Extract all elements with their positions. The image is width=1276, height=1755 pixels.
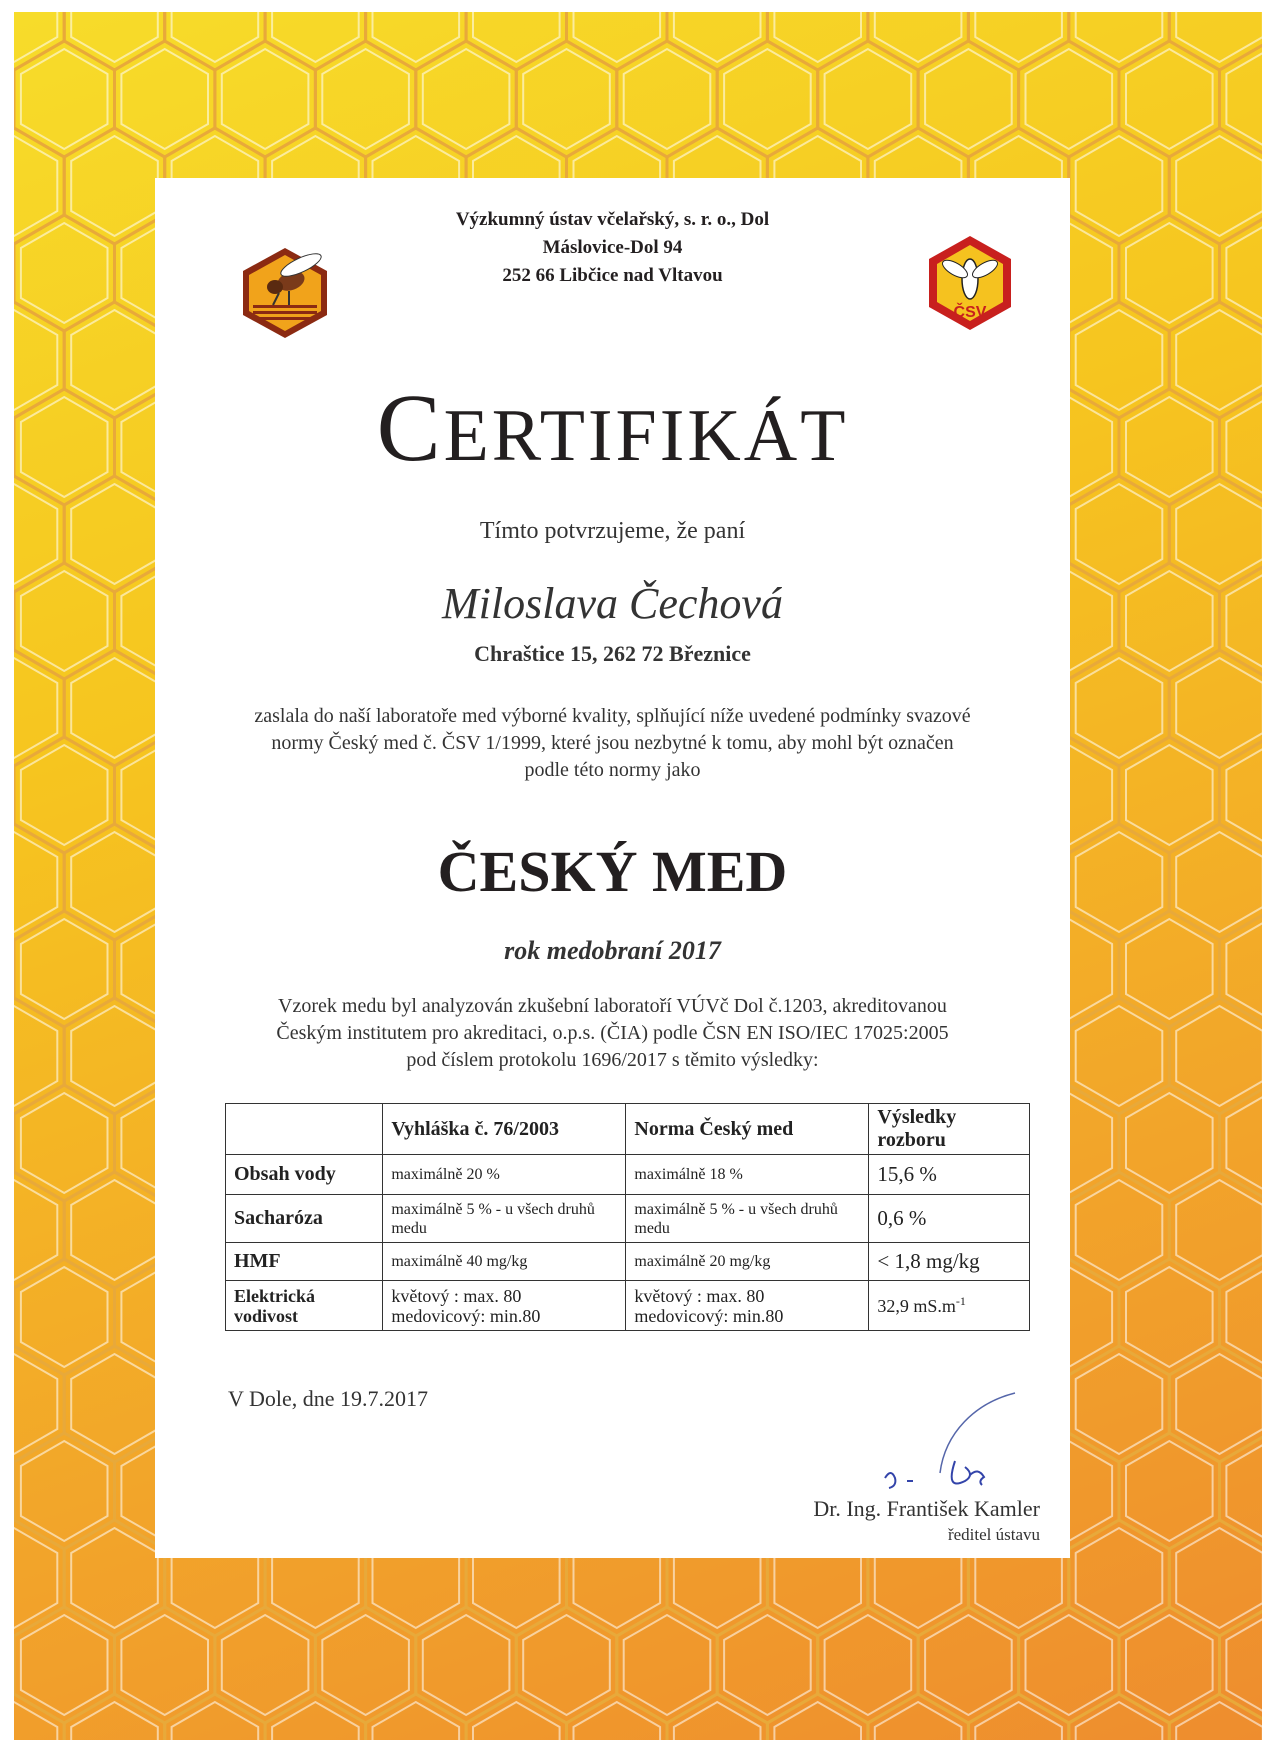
unit-exponent: -1 xyxy=(955,1294,966,1308)
honeycomb-cell xyxy=(717,41,818,157)
honeycomb-cell xyxy=(1119,1259,1220,1375)
honeycomb-cell-inner xyxy=(21,571,108,671)
honeycomb-cell xyxy=(1119,737,1220,853)
honeycomb-cell-inner xyxy=(975,1702,1062,1740)
honeycomb-cell-inner xyxy=(1176,658,1262,758)
table-cell-result: 32,9 $mS.m^{-1}$ xyxy=(869,1281,1030,1331)
honeycomb-cell-inner xyxy=(71,12,158,62)
handwritten-signature xyxy=(845,1383,1025,1503)
honeycomb-cell-inner xyxy=(373,1702,460,1740)
honeycomb-cell-inner xyxy=(473,12,560,62)
honeycomb-cell-inner xyxy=(71,310,158,410)
honeycomb-cell-inner xyxy=(121,49,208,149)
honeycomb-cell-inner xyxy=(1126,49,1213,149)
honeycomb-cell xyxy=(1119,215,1220,331)
honeycomb-cell xyxy=(1019,41,1119,157)
honeycomb-cell xyxy=(14,563,115,679)
table-header-cell: Vyhláška č. 76/2003 xyxy=(383,1104,626,1155)
bee-institute-logo xyxy=(235,243,335,343)
honeycomb-cell-inner xyxy=(1126,1267,1213,1367)
honeycomb-cell xyxy=(1069,302,1170,418)
honeycomb-cell-inner xyxy=(272,12,359,62)
table-row xyxy=(226,1281,1030,1331)
signatory-role: ředitel ústavu xyxy=(947,1525,1040,1544)
honeycomb-cell-inner xyxy=(624,49,711,149)
table-cell-norm: květový : max. 80 medovicový: min.80 xyxy=(626,1281,869,1331)
honeycomb-cell-inner xyxy=(14,658,57,758)
honeycomb-cell-inner xyxy=(172,1702,259,1740)
table-cell-decree: maximálně 20 % xyxy=(383,1155,626,1195)
institute-name: Výzkumný ústav včelařský, s. r. o., Dol xyxy=(455,209,770,230)
honeycomb-cell-inner xyxy=(975,12,1062,62)
analysis-line: Českým institutem pro akreditaci, o.p.s. (ČIA) podle ČSN EN ISO/IEC 17025:2005 xyxy=(276,1022,949,1044)
honeycomb-cell-inner xyxy=(1176,1702,1262,1740)
honeycomb-cell xyxy=(1069,650,1170,766)
institute-city: 252 66 Libčice nad Vltavou xyxy=(502,265,723,286)
honeycomb-cell-inner xyxy=(14,136,57,236)
honeycomb-cell xyxy=(215,1607,316,1723)
honeycomb-cell xyxy=(315,41,415,157)
honeycomb-cell xyxy=(64,998,165,1114)
honeycomb-cell xyxy=(1119,389,1220,505)
honeycomb-cell xyxy=(14,1085,115,1201)
honeycomb-cell xyxy=(14,389,115,505)
table-cell-result: < 1,8 mg/kg xyxy=(869,1243,1030,1281)
table-row xyxy=(226,1243,1030,1281)
honeycomb-cell-inner xyxy=(222,1615,309,1715)
table-cell-norm: maximálně 18 % xyxy=(626,1155,869,1195)
honeycomb-cell xyxy=(1119,911,1220,1027)
analysis-line: Vzorek medu byl analyzován zkušební laboratoří VÚVč Dol č.1203, akreditovanou xyxy=(278,995,947,1017)
statement-line: podle této normy jako xyxy=(524,759,701,781)
recipient-address: Chraštice 15, 262 72 Březnice xyxy=(474,641,751,666)
honeycomb-cell-inner xyxy=(71,1006,158,1106)
honeycomb-cell-inner xyxy=(1076,1180,1163,1280)
honeycomb-cell xyxy=(14,1259,115,1375)
honeycomb-cell-inner xyxy=(674,12,761,62)
table-header-cell xyxy=(226,1104,383,1155)
honeycomb-cell-inner xyxy=(14,1006,57,1106)
honeycomb-cell-inner xyxy=(1026,49,1113,149)
honeycomb-cell xyxy=(1069,824,1170,940)
designation-heading: ČESKÝ MED xyxy=(437,839,788,904)
honeycomb-cell-inner xyxy=(222,49,309,149)
honeycomb-cell xyxy=(1069,476,1170,592)
table-row xyxy=(226,1195,1030,1243)
honeycomb-cell xyxy=(1069,1172,1170,1288)
table-cell-param: Sacharóza xyxy=(226,1195,383,1243)
honeycomb-cell xyxy=(1119,1085,1220,1201)
honeycomb-cell-inner xyxy=(574,1702,661,1740)
table-cell-norm: maximálně 5 % - u všech druhů medu xyxy=(626,1195,869,1243)
honeycomb-cell-inner xyxy=(322,1615,409,1715)
honeycomb-cell xyxy=(617,1607,717,1723)
honeycomb-cell xyxy=(617,41,717,157)
confirmation-text: Tímto potvrzujeme, že paní xyxy=(479,518,746,544)
honeycomb-cell-inner xyxy=(71,1180,158,1280)
statement-line: zaslala do naší laboratoře med výborné kvality, splňující níže uvedené podmínky svazové xyxy=(254,705,971,727)
honeycomb-cell xyxy=(918,41,1019,157)
honeycomb-cell-inner xyxy=(14,310,57,410)
honeycomb-cell-inner xyxy=(1176,136,1262,236)
honeycomb-cell-inner xyxy=(71,136,158,236)
recipient-name: Miloslava Čechová xyxy=(442,579,783,628)
table-cell-norm: maximálně 20 mg/kg xyxy=(626,1243,869,1281)
honeycomb-cell xyxy=(416,1607,517,1723)
honeycomb-cell-inner xyxy=(1126,1441,1213,1541)
honeycomb-cell-inner xyxy=(423,1615,510,1715)
honeycomb-cell-inner xyxy=(423,49,510,149)
honeycomb-cell-inner xyxy=(925,49,1012,149)
honeycomb-cell xyxy=(1069,998,1170,1114)
honeycomb-cell-inner xyxy=(14,12,57,62)
honeycomb-cell-inner xyxy=(71,484,158,584)
table-cell-decree: květový : max. 80 medovicový: min.80 xyxy=(383,1281,626,1331)
honeycomb-cell xyxy=(64,1346,165,1462)
honeycomb-cell-inner xyxy=(373,12,460,62)
honeycomb-cell xyxy=(64,1520,165,1636)
honeycomb-cell-inner xyxy=(925,1615,1012,1715)
certificate-title xyxy=(155,373,1070,491)
honeycomb-cell-inner xyxy=(121,1615,208,1715)
honeycomb-cell-inner xyxy=(1076,1528,1163,1628)
honeycomb-cell xyxy=(1019,1607,1119,1723)
honeycomb-cell xyxy=(818,1607,918,1723)
honeycomb-cell xyxy=(1119,1607,1220,1723)
honeycomb-cell xyxy=(1119,1433,1220,1549)
honeycomb-cell-inner xyxy=(14,1354,57,1454)
honeycomb-cell-inner xyxy=(1126,223,1213,323)
honeycomb-cell xyxy=(115,41,215,157)
honeycomb-cell xyxy=(1069,1346,1170,1462)
honeycomb-cell-inner xyxy=(1176,484,1262,584)
honeycomb-cell-inner xyxy=(724,1615,811,1715)
honeycomb-cell-inner xyxy=(21,223,108,323)
table-header-cell: Norma Český med xyxy=(626,1104,869,1155)
issue-date: V Dole, dne 19.7.2017 xyxy=(228,1386,429,1411)
honeycomb-cell-inner xyxy=(674,1702,761,1740)
honeycomb-cell-inner xyxy=(1176,1006,1262,1106)
honeycomb-cell-inner xyxy=(1076,832,1163,932)
table-cell-decree: maximálně 40 mg/kg xyxy=(383,1243,626,1281)
honeycomb-cell-inner xyxy=(1176,1180,1262,1280)
honeycomb-cell xyxy=(1119,563,1220,679)
results-table xyxy=(225,1103,1030,1331)
honeycomb-cell-inner xyxy=(71,1528,158,1628)
analysis-line: pod číslem protokolu 1696/2017 s těmito výsledky: xyxy=(406,1049,819,1071)
honeycomb-cell xyxy=(64,476,165,592)
honeycomb-cell-inner xyxy=(21,397,108,497)
honeycomb-cell-inner xyxy=(322,49,409,149)
honeycomb-cell-inner xyxy=(825,49,912,149)
honeycomb-cell-inner xyxy=(574,12,661,62)
honeycomb-cell-inner xyxy=(1176,832,1262,932)
honeycomb-cell xyxy=(14,1433,115,1549)
statement-paragraph xyxy=(185,703,1040,784)
honeycomb-cell xyxy=(918,1607,1019,1723)
honeycomb-cell-inner xyxy=(71,658,158,758)
signatory-name: Dr. Ing. František Kamler xyxy=(813,1496,1040,1521)
table-cell-param: Obsah vody xyxy=(226,1155,383,1195)
honeycomb-cell-inner xyxy=(523,49,610,149)
honeycomb-cell xyxy=(516,1607,617,1723)
honeycomb-cell xyxy=(64,1172,165,1288)
honeycomb-cell-inner xyxy=(1076,484,1163,584)
honeycomb-cell-inner xyxy=(21,1267,108,1367)
honeycomb-cell-inner xyxy=(21,919,108,1019)
honeycomb-cell-inner xyxy=(875,1702,962,1740)
honeycomb-cell xyxy=(14,1607,115,1723)
honeycomb-cell xyxy=(64,302,165,418)
honeycomb-cell-inner xyxy=(71,1702,158,1740)
honeycomb-cell xyxy=(818,41,918,157)
honeycomb-cell-inner xyxy=(14,1528,57,1628)
honeycomb-cell-inner xyxy=(21,745,108,845)
honeycomb-cell xyxy=(1069,128,1170,244)
honeycomb-cell xyxy=(717,1607,818,1723)
honeycomb-cell-inner xyxy=(1126,745,1213,845)
honeycomb-cell-inner xyxy=(774,1702,861,1740)
honeycomb-cell-inner xyxy=(21,49,108,149)
title-rest: ERTIFIKÁT xyxy=(443,395,849,477)
honeycomb-cell-inner xyxy=(774,12,861,62)
table-cell-param: Elektrická vodivost xyxy=(226,1281,383,1331)
honeycomb-cell-inner xyxy=(1076,1354,1163,1454)
honeycomb-cell-inner xyxy=(1126,397,1213,497)
honeycomb-cell xyxy=(64,650,165,766)
honeycomb-cell xyxy=(416,41,517,157)
honeycomb-cell-inner xyxy=(14,1180,57,1280)
honeycomb-cell-inner xyxy=(523,1615,610,1715)
honeycomb-cell-inner xyxy=(875,12,962,62)
honeycomb-cell-inner xyxy=(624,1615,711,1715)
honeycomb-cell-inner xyxy=(473,1702,560,1740)
honeycomb-cell-inner xyxy=(21,1093,108,1193)
table-row xyxy=(226,1155,1030,1195)
honeycomb-cell-inner xyxy=(71,832,158,932)
honeycomb-cell xyxy=(64,128,165,244)
analysis-paragraph xyxy=(185,993,1040,1074)
honeycomb-cell xyxy=(1169,1694,1262,1740)
honeycomb-cell-inner xyxy=(1176,310,1262,410)
honeycomb-cell-inner xyxy=(1176,1354,1262,1454)
honeycomb-cell xyxy=(1119,41,1220,157)
honeycomb-cell-inner xyxy=(1126,1093,1213,1193)
certificate-sheet xyxy=(155,178,1070,1558)
honeycomb-cell-inner xyxy=(1076,12,1163,62)
honeycomb-cell xyxy=(64,824,165,940)
honeycomb-cell-inner xyxy=(21,1615,108,1715)
honeycomb-cell xyxy=(215,41,316,157)
table-cell-decree: maximálně 5 % - u všech druhů medu xyxy=(383,1195,626,1243)
honeycomb-cell-inner xyxy=(1076,136,1163,236)
honeycomb-cell xyxy=(115,1607,215,1723)
statement-line: normy Český med č. ČSV 1/1999, které jsou nezbytné k tomu, aby mohl být označen xyxy=(271,732,954,754)
csv-logo-text: ČSV xyxy=(953,304,987,321)
honeycomb-cell-inner xyxy=(272,1702,359,1740)
honeycomb-cell-inner xyxy=(1026,1615,1113,1715)
honeycomb-cell-inner xyxy=(1076,1006,1163,1106)
table-cell-param: HMF xyxy=(226,1243,383,1281)
honeycomb-cell xyxy=(14,215,115,331)
honeycomb-cell-inner xyxy=(21,1441,108,1541)
honeycomb-cell-inner xyxy=(14,484,57,584)
honeycomb-cell xyxy=(516,41,617,157)
csv-hexagon-logo xyxy=(925,233,1015,343)
honeycomb-cell-inner xyxy=(1176,1528,1262,1628)
honeycomb-cell-inner xyxy=(172,12,259,62)
honeycomb-cell-inner xyxy=(724,49,811,149)
honeycomb-cell-inner xyxy=(1126,919,1213,1019)
honeycomb-cell xyxy=(14,911,115,1027)
honeycomb-cell xyxy=(14,41,115,157)
table-cell-result: 0,6 % xyxy=(869,1195,1030,1243)
honeycomb-cell-inner xyxy=(1076,1702,1163,1740)
honeycomb-cell-inner xyxy=(71,1354,158,1454)
honeycomb-cell xyxy=(1069,1520,1170,1636)
honeycomb-cell-inner xyxy=(825,1615,912,1715)
honeycomb-cell xyxy=(14,737,115,853)
honeycomb-cell-inner xyxy=(1076,658,1163,758)
harvest-year: rok medobraní 2017 xyxy=(504,936,721,965)
honeycomb-cell xyxy=(315,1607,415,1723)
institute-street: Máslovice-Dol 94 xyxy=(542,237,683,258)
honeycomb-cell-inner xyxy=(1126,1615,1213,1715)
table-cell-result: 15,6 % xyxy=(869,1155,1030,1195)
table-header-cell: Výsledky rozboru xyxy=(869,1104,1030,1155)
honeycomb-cell-inner xyxy=(1076,310,1163,410)
title-initial: C xyxy=(376,374,444,481)
honeycomb-cell-inner xyxy=(1126,571,1213,671)
honeycomb-cell-inner xyxy=(14,832,57,932)
table-header-row xyxy=(226,1104,1030,1155)
